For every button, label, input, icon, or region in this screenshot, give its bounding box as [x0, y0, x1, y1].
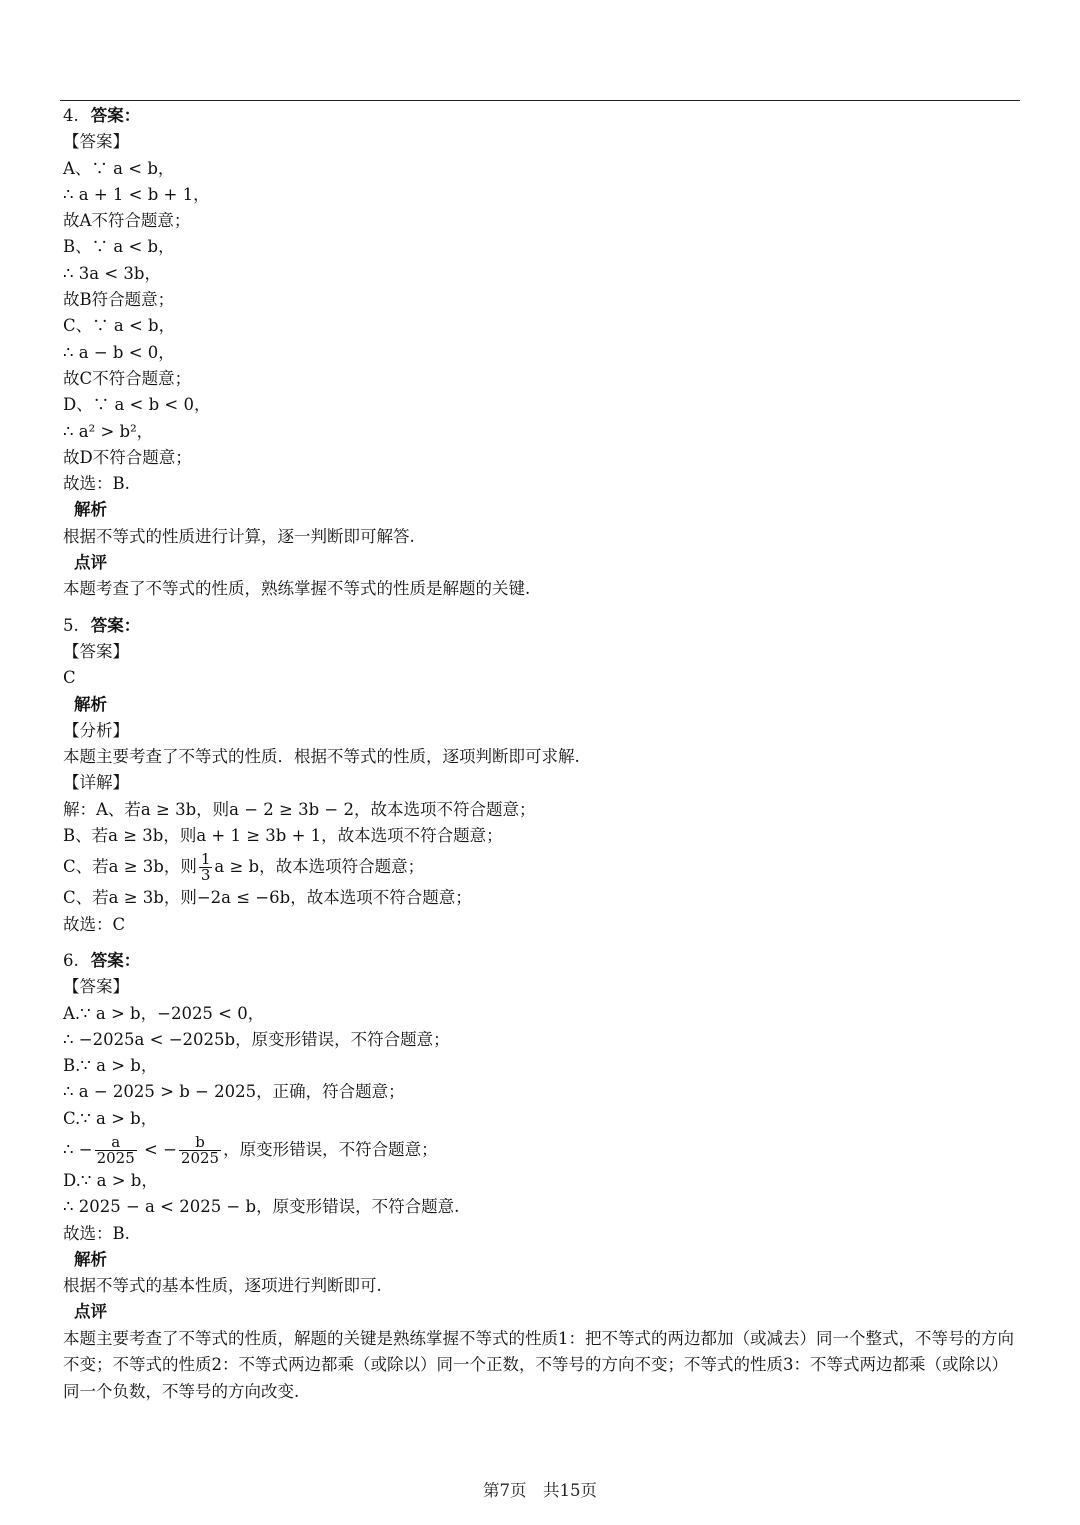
q5-choose: 故选：C	[63, 914, 126, 934]
q4-analysis-label: 解析	[74, 500, 107, 520]
q4-line: B、∵ a < b，	[63, 237, 175, 257]
fraction-numerator: 1	[200, 850, 211, 869]
q4-number: 4.	[63, 106, 79, 125]
q4-line: A、∵ a < b，	[63, 158, 175, 178]
page-footer: 第7页 共15页	[483, 1481, 597, 1500]
q6-fraction-line	[63, 1132, 1018, 1168]
q4-heading	[63, 103, 1018, 129]
q4-line: ∴ a − b < 0，	[63, 342, 175, 362]
q6-comment-label: 点评	[74, 1302, 107, 1322]
q5-heading	[63, 613, 1018, 639]
q5-solution-line: C、若a ≥ 3b，则−2a ≤ −6b，故本选项不符合题意；	[63, 888, 472, 908]
q4-line: 故D不符合题意；	[63, 447, 192, 467]
q5-title: 答案：	[90, 615, 141, 635]
q5-number: 5.	[63, 615, 79, 635]
q4-line: ∴ a² > b²，	[63, 421, 154, 441]
q4-line: 故B符合题意；	[63, 290, 175, 310]
q4-line: 故A不符合题意；	[63, 211, 191, 231]
q6-line: ∴ −2025a < −2025b，原变形错误，不符合题意；	[63, 1029, 450, 1049]
fraction-numerator: b	[179, 1135, 221, 1151]
q5-fenxi-text: 本题主要考查了不等式的性质．根据不等式的性质，逐项判断即可求解.	[63, 747, 580, 767]
fraction-denominator: 2025	[180, 1148, 220, 1167]
q4-comment-label: 点评	[74, 553, 107, 573]
q5-answer: C	[63, 668, 76, 688]
q6-frac-middle: < −	[144, 1139, 177, 1159]
q4-analysis-text: 根据不等式的性质进行计算，逐一判断即可解答.	[63, 526, 415, 546]
q4-answer-tag: 【答案】	[63, 132, 129, 152]
fraction-numerator: a	[95, 1135, 137, 1151]
q6-title: 答案：	[90, 950, 141, 970]
q6-frac-prefix: ∴ −	[63, 1139, 93, 1159]
header-rule	[60, 100, 1020, 101]
q6-line: ∴ 2025 − a < 2025 − b，原变形错误，不符合题意.	[63, 1197, 460, 1217]
q6-answer-tag: 【答案】	[63, 977, 129, 997]
q6-analysis-text: 根据不等式的基本性质，逐项进行判断即可.	[63, 1276, 382, 1296]
q5-solution-line-fraction	[63, 849, 1018, 885]
answer-content	[63, 103, 1018, 1405]
q6-heading	[63, 948, 1018, 974]
q6-line: A.∵ a > b，−2025 < 0，	[63, 1003, 265, 1023]
q5-analysis-label: 解析	[74, 694, 107, 714]
q4-line: ∴ 3a < 3b，	[63, 263, 161, 283]
q6-line: C.∵ a > b，	[63, 1108, 158, 1128]
q4-comment-text: 本题考查了不等式的性质，熟练掌握不等式的性质是解题的关键.	[63, 579, 531, 599]
q5-xiangjie-tag: 【详解】	[63, 773, 129, 793]
q5-line3-prefix: C、若a ≥ 3b，则	[63, 857, 197, 877]
q6-frac-suffix: ，原变形错误，不符合题意；	[223, 1139, 438, 1159]
q4-line: D、∵ a < b < 0，	[63, 395, 211, 415]
q4-line: ∴ a + 1 < b + 1，	[63, 184, 210, 204]
q4-title: 答案：	[90, 106, 141, 125]
q5-solution-line: B、若a ≥ 3b，则a + 1 ≥ 3b + 1，故本选项不符合题意；	[63, 826, 503, 846]
q4-line: 故C不符合题意；	[63, 368, 192, 388]
q6-analysis-label: 解析	[74, 1249, 107, 1269]
one-third-fraction	[199, 852, 213, 883]
fraction-denominator: 3	[200, 866, 211, 885]
q4-line: 故选：B.	[63, 474, 130, 494]
q6-line: ∴ a − 2025 > b − 2025，正确，符合题意；	[63, 1082, 405, 1102]
q6-number: 6.	[63, 950, 79, 970]
q6-comment-text: 本题主要考查了不等式的性质，解题的关键是熟练掌握不等式的性质1：把不等式的两边都加（或减去）同一个整式，不等号的方向不变；不等式的性质2：不等式两边都乘（或除以）同一个正数，不等号的方向不变；不等式的性质3：不等式两边都乘（或除以）同一个负数，不等号的方向改变.	[63, 1328, 1014, 1401]
a-over-2025-fraction	[95, 1132, 137, 1167]
fraction-denominator: 2025	[96, 1148, 135, 1167]
b-over-2025-fraction	[179, 1132, 221, 1167]
q6-line: B.∵ a > b，	[63, 1056, 158, 1076]
q6-line: D.∵ a > b，	[63, 1170, 158, 1190]
q5-line3-suffix: a ≥ b，故本选项符合题意；	[214, 857, 425, 877]
q5-solution-line: 解：A、若a ≥ 3b，则a − 2 ≥ 3b − 2，故本选项不符合题意；	[63, 799, 536, 819]
q5-fenxi-tag: 【分析】	[63, 720, 129, 740]
q6-line: 故选：B.	[63, 1223, 130, 1243]
q4-line: C、∵ a < b，	[63, 316, 176, 336]
q5-answer-tag: 【答案】	[63, 641, 129, 661]
